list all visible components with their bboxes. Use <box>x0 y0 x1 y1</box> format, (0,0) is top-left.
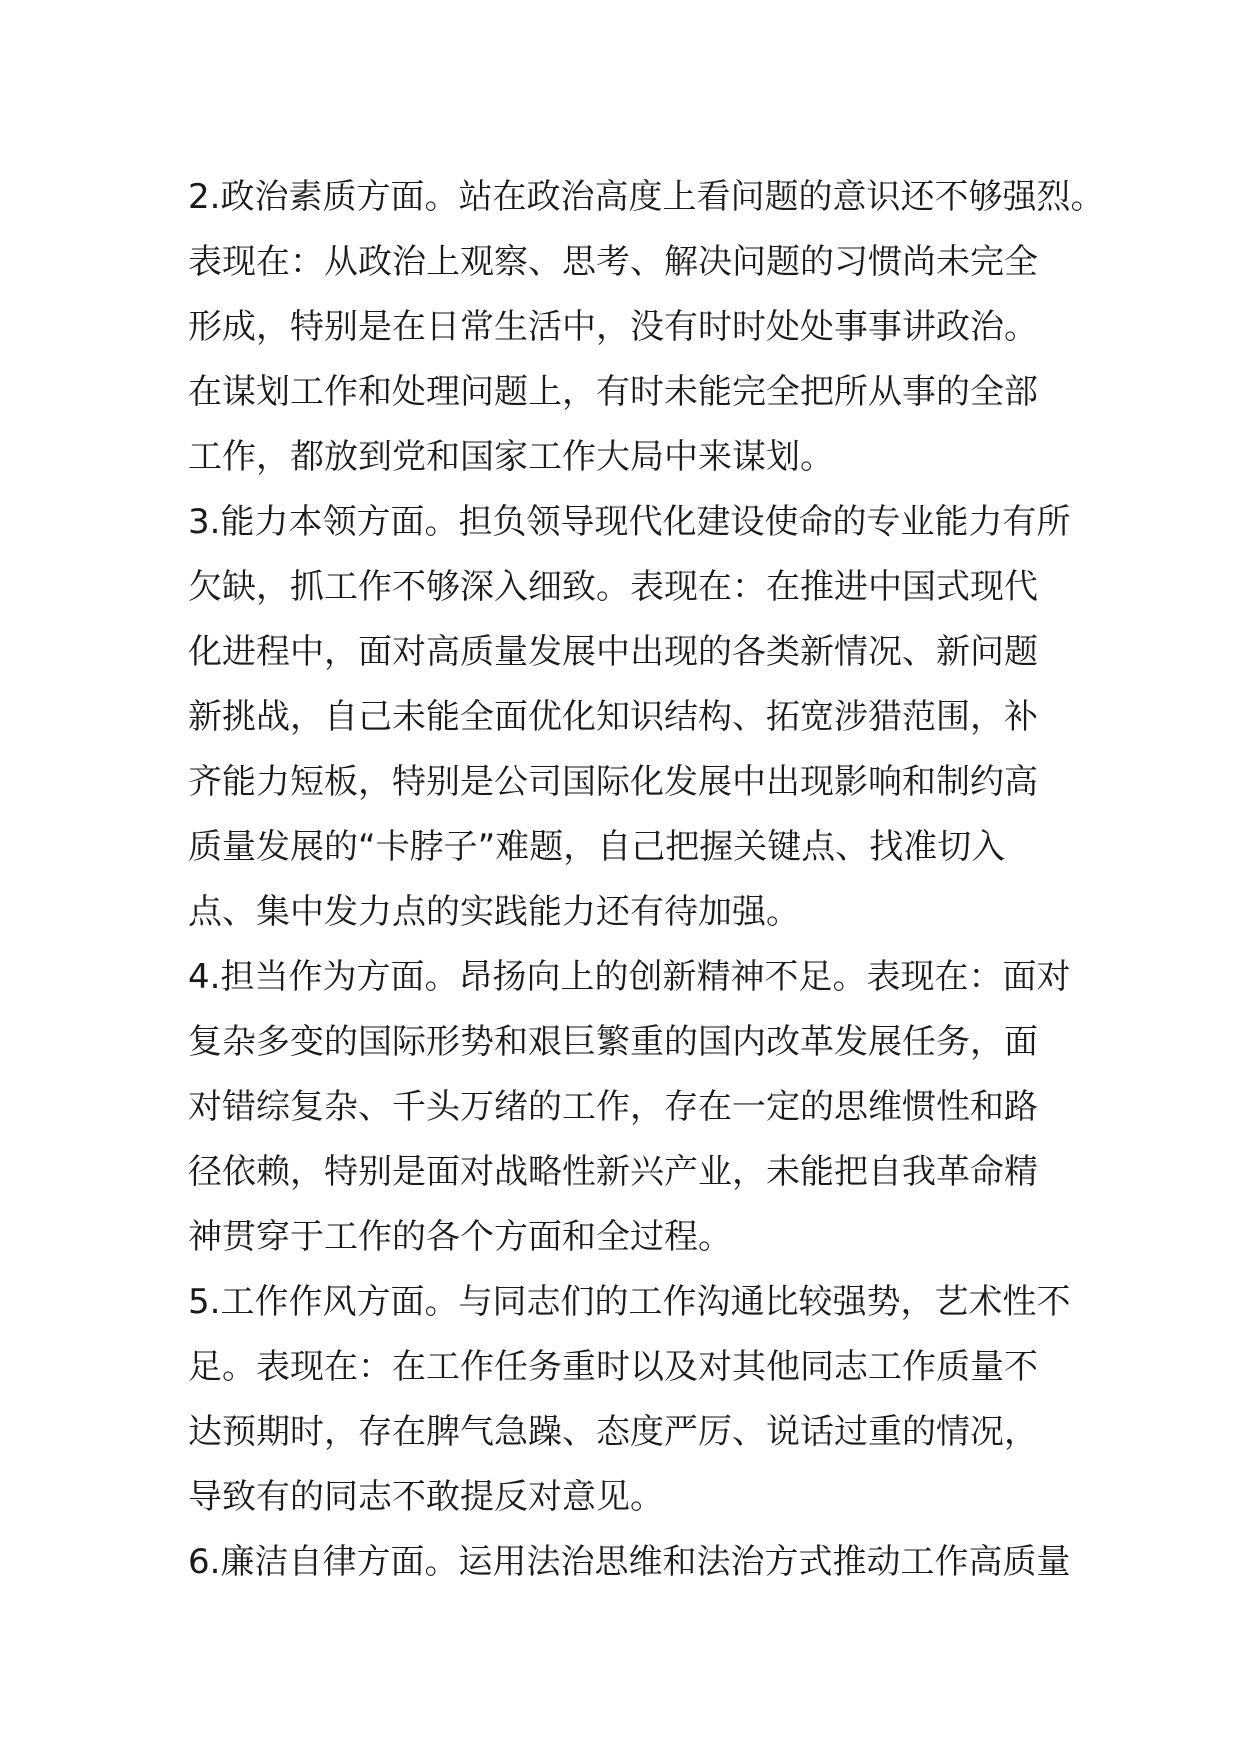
text-line: 复杂多变的国际形势和艰巨繁重的国内改革发展任务，面 <box>188 1022 1038 1062</box>
document-body <box>188 165 1105 1595</box>
paragraph-responsibility <box>188 945 1071 1270</box>
text-line: 2.政治素质方面。站在政治高度上看问题的意识还不够强烈。 <box>188 177 1105 217</box>
text-line: 径依赖，特别是面对战略性新兴产业，未能把自我革命精 <box>188 1152 1038 1192</box>
paragraph-work-style <box>188 1270 1071 1530</box>
text-line: 导致有的同志不敢提反对意见。 <box>188 1477 664 1517</box>
text-line: 点、集中发力点的实践能力还有待加强。 <box>188 892 800 932</box>
text-line: 5.工作作风方面。与同志们的工作沟通比较强势，艺术性不 <box>188 1282 1071 1322</box>
text-line: 齐能力短板，特别是公司国际化发展中出现影响和制约高 <box>188 762 1038 802</box>
text-line: 神贯穿于工作的各个方面和全过程。 <box>188 1217 732 1257</box>
paragraph-political-quality <box>188 165 1105 490</box>
text-line: 新挑战，自己未能全面优化知识结构、拓宽涉猎范围，补 <box>188 697 1038 737</box>
text-line: 3.能力本领方面。担负领导现代化建设使命的专业能力有所 <box>188 502 1071 542</box>
text-line: 化进程中，面对高质量发展中出现的各类新情况、新问题 <box>188 632 1038 672</box>
text-line: 欠缺，抓工作不够深入细致。表现在：在推进中国式现代 <box>188 567 1038 607</box>
text-line: 在谋划工作和处理问题上，有时未能完全把所从事的全部 <box>188 372 1038 412</box>
text-line: 质量发展的“卡脖子”难题，自己把握关键点、找准切入 <box>188 827 1006 867</box>
text-line: 6.廉洁自律方面。运用法治思维和法治方式推动工作高质量 <box>188 1542 1071 1582</box>
text-line: 足。表现在：在工作任务重时以及对其他同志工作质量不 <box>188 1347 1038 1387</box>
text-line: 4.担当作为方面。昂扬向上的创新精神不足。表现在：面对 <box>188 957 1071 997</box>
paragraph-integrity <box>188 1530 1071 1595</box>
text-line: 工作，都放到党和国家工作大局中来谋划。 <box>188 437 834 477</box>
text-line: 对错综复杂、千头万绪的工作，存在一定的思维惯性和路 <box>188 1087 1038 1127</box>
paragraph-capability <box>188 490 1071 945</box>
text-line: 形成，特别是在日常生活中，没有时时处处事事讲政治。 <box>188 307 1038 347</box>
text-line: 表现在：从政治上观察、思考、解决问题的习惯尚未完全 <box>188 242 1038 282</box>
text-line: 达预期时，存在脾气急躁、态度严厉、说话过重的情况， <box>188 1412 1038 1452</box>
